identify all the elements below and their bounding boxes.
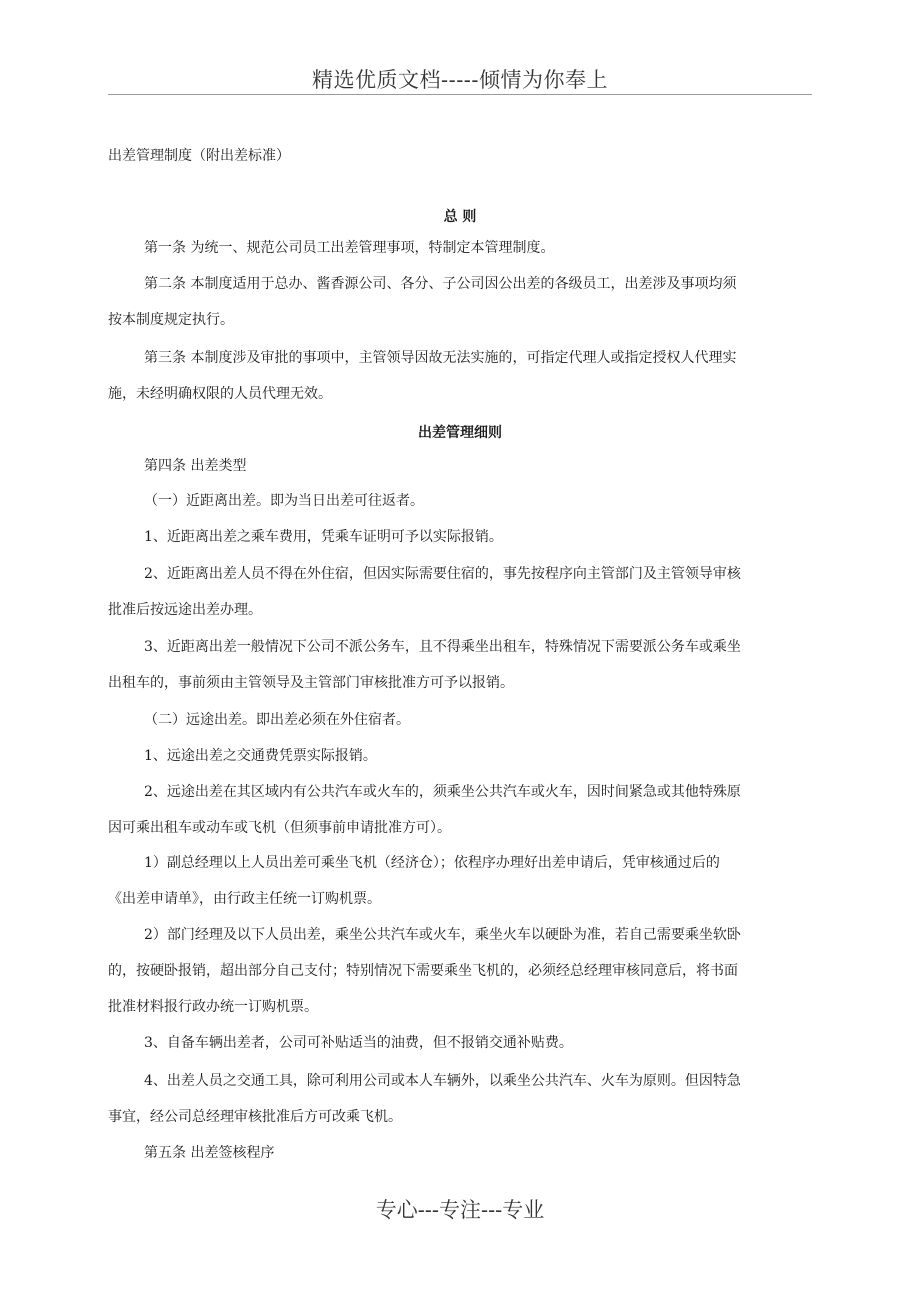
article-1 [108,230,812,266]
clause-2-2-2-line-1: 2）部门经理及以下人员出差，乘坐公共汽车或火车，乘坐火车以硬卧为准，若自己需要乘坐软卧 [144,927,741,943]
article-4 [108,448,812,484]
clause-1-3-line-2: 出租车的，事前须由主管领导及主管部门审核批准方可予以报销。 [108,675,514,691]
clause-2-4-line-2: 事宜，经公司总经理审核批准后方可改乘飞机。 [108,1109,402,1125]
clause-2-2-1-line-2: 《出差申请单》，由行政主任统一订购机票。 [108,891,381,907]
clause-2-1-line: 1、远途出差之交通费凭票实际报销。 [144,748,377,764]
clause-2-2-2-line-2: 的，按硬卧报销，超出部分自己支付；特别情况下需要乘坐飞机的，必须经总经理审核同意后，将书面 [108,963,738,979]
section-near-trip [108,483,812,519]
section-near-trip-line: （一）近距离出差。即为当日出差可往返者。 [144,493,424,509]
clause-1-1-line: 1、近距离出差之乘车费用，凭乘车证明可予以实际报销。 [144,529,503,545]
clause-2-1 [108,738,812,774]
article-3-line-1: 第三条 本制度涉及审批的事项中，主管领导因故无法实施的，可指定代理人或指定授权人代理实 [144,350,737,366]
clause-1-2-line-2: 批准后按远途出差办理。 [108,602,262,618]
clause-2-2 [108,774,812,846]
document-title: 出差管理制度（附出差标准） [108,148,290,164]
clause-2-2-1-line-1: 1）副总经理以上人员出差可乘坐飞机（经济仓）；依程序办理好出差申请后，凭审核通过后的 [144,855,720,871]
heading-general: 总 则 [443,209,477,225]
clause-2-4-line-1: 4、出差人员之交通工具，除可利用公司或本人车辆外，以乘坐公共汽车、火车为原则。但因特急 [144,1073,741,1089]
article-5-line: 第五条 出差签核程序 [144,1145,275,1161]
clause-2-2-2-line-3: 批准材料报行政办统一订购机票。 [108,999,318,1015]
section-long-trip [108,702,812,738]
article-2-line-2: 按本制度规定执行。 [108,312,234,328]
clause-2-3-line: 3、自备车辆出差者，公司可补贴适当的油费，但不报销交通补贴费。 [144,1035,573,1051]
clause-2-2-line-2: 因可乘出租车或动车或飞机（但须事前申请批准方可）。 [108,820,451,836]
clause-1-2-line-1: 2、近距离出差人员不得在外住宿，但因实际需要住宿的，事先按程序向主管部门及主管领导审核 [144,566,741,582]
heading-details: 出差管理细则 [418,425,502,441]
clause-1-2 [108,556,812,628]
clause-2-2-1 [108,845,812,917]
clause-1-3-line-1: 3、近距离出差一般情况下公司不派公务车，且不得乘坐出租车，特殊情况下需要派公务车或乘坐 [144,639,741,655]
article-3-line-2: 施，未经明确权限的人员代理无效。 [108,386,332,402]
article-3 [108,340,812,412]
article-2 [108,266,812,338]
clause-2-4 [108,1063,812,1135]
clause-2-3 [108,1025,812,1061]
page-footer: 专心---专注---专业 [375,1198,545,1222]
header-divider [108,94,812,95]
clause-1-3 [108,629,812,701]
clause-1-1 [108,519,812,555]
article-2-line-1: 第二条 本制度适用于总办、酱香源公司、各分、子公司因公出差的各级员工，出差涉及事项均须 [144,276,737,292]
article-5 [108,1135,812,1171]
clause-2-2-line-1: 2、远途出差在其区域内有公共汽车或火车的，须乘坐公共汽车或火车，因时间紧急或其他特殊原 [144,784,741,800]
section-long-trip-line: （二）远途出差。即出差必须在外住宿者。 [144,712,410,728]
article-4-line: 第四条 出差类型 [144,458,247,474]
article-1-line: 第一条 为统一、规范公司员工出差管理事项，特制定本管理制度。 [144,240,555,256]
clause-2-2-2 [108,917,812,1025]
page-header: 精选优质文档-----倾情为你奉上 [312,68,608,92]
